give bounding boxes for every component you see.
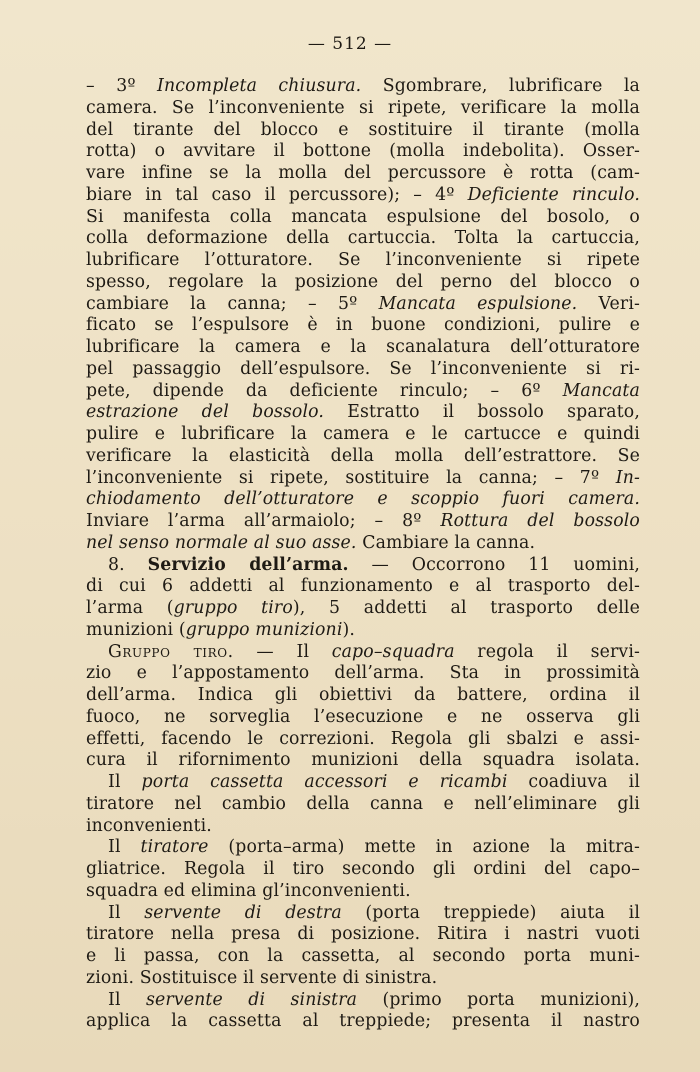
- text-run: pete, dipende da deficiente rinculo; – 6º: [86, 380, 563, 401]
- italic-run: servente di sinistra: [146, 989, 358, 1010]
- text-line: [86, 511, 640, 533]
- text-line: [86, 685, 640, 707]
- text-run: dell’arma. Indica gli obiettivi da battere, ordina il: [86, 685, 640, 705]
- text-run: l’arma (: [86, 598, 174, 618]
- text-run: coadiuva il: [507, 772, 640, 792]
- italic-run: gruppo tiro: [173, 598, 293, 618]
- italic-run: chiodamento dell’otturatore e scoppio fuori camera.: [86, 489, 640, 510]
- italic-run: gruppo munizioni: [185, 619, 343, 640]
- text-run: (porta–arma) mette in azione la mitra-: [208, 837, 640, 858]
- text-run: Cambiare la canna.: [356, 532, 536, 553]
- text-line: [86, 859, 640, 881]
- text-run: Sgombrare, lubrificare la: [361, 76, 640, 96]
- text-run: l’inconveniente si ripete, sostituire la canna; – 7º: [86, 467, 616, 488]
- text-line: [86, 903, 640, 925]
- text-run: del tirante del blocco e sostituire il tirante (molla: [86, 119, 640, 140]
- text-run: pulire e lubrificare la camera e le cartucce e quindi: [86, 424, 640, 444]
- text-run: gliatrice. Regola il tiro secondo gli ordini del capo–: [86, 859, 640, 879]
- text-run: munizioni (: [86, 619, 186, 640]
- text-run: zio e l’appostamento dell’arma. Sta in prossimità: [86, 663, 640, 684]
- text-run: lubrificare l’otturatore. Se l’inconveniente si ripete: [86, 250, 640, 270]
- italic-run: capo–squadra: [331, 641, 455, 662]
- text-run: Il: [108, 772, 142, 792]
- text-line: [86, 250, 640, 272]
- italic-run: Deficiente rinculo.: [467, 184, 640, 205]
- italic-run: In-: [615, 467, 640, 488]
- text-line: [86, 337, 640, 359]
- text-line: [86, 598, 640, 620]
- text-run: spesso, regolare la posizione del perno del blocco o: [86, 271, 640, 292]
- text-run: tiratore nella presa di posizione. Ritira i nastri vuoti: [86, 924, 640, 945]
- text-run: tiratore nel cambio della canna e nell’eliminare gli: [86, 793, 640, 814]
- text-run: biare in tal caso il percussore); – 4º: [86, 184, 468, 205]
- italic-run: servente di destra: [144, 902, 342, 923]
- text-run: Il: [108, 902, 145, 923]
- text-run: lubrificare la camera e la scanalatura dell’otturatore: [86, 337, 640, 357]
- text-line: [86, 489, 640, 511]
- text-run: ficato se l’espulsore è in buone condizioni, pulire e: [86, 315, 640, 336]
- text-line: [86, 402, 640, 424]
- text-run: verificare la elasticità della molla dell’estrattore. Se: [86, 445, 640, 466]
- text-line: [86, 533, 640, 555]
- text-run: squadra ed elimina gl’inconvenienti.: [86, 880, 411, 901]
- text-line: [86, 294, 640, 316]
- small-caps-heading: Gruppo tiro.: [108, 641, 234, 662]
- text-line: [86, 816, 640, 838]
- text-run: Estratto il bossolo sparato,: [324, 402, 641, 423]
- text-line: [86, 620, 640, 642]
- paragraph-incompleta-chiusura: [86, 76, 640, 555]
- text-run: cura il rifornimento munizioni della squadra isolata.: [86, 750, 640, 771]
- text-run: vare infine se la molla del percussore è rotta (cam-: [86, 163, 640, 183]
- text-run: – 3º: [86, 76, 158, 96]
- text-run: effetti, facendo le correzioni. Regola gli sbalzi e assi-: [86, 728, 640, 749]
- text-run: cambiare la canna; – 5º: [86, 293, 379, 314]
- text-line: [86, 555, 640, 577]
- text-run: fuoco, ne sorveglia l’esecuzione e ne osserva gli: [86, 706, 640, 727]
- italic-run: Mancata: [562, 380, 640, 401]
- body-text: [86, 76, 640, 1033]
- text-line: [86, 750, 640, 772]
- text-run: — Occorrono 11 uomini,: [348, 554, 641, 575]
- bold-heading: Servizio dell’arma.: [147, 554, 349, 575]
- text-run: pel passaggio dell’espulsore. Se l’inconveniente si ri-: [86, 358, 640, 379]
- text-line: [86, 946, 640, 968]
- text-run: Si manifesta colla mancata espulsione del bosolo, o: [86, 206, 640, 227]
- text-line: [86, 468, 640, 490]
- text-run: ).: [342, 619, 356, 640]
- italic-run: estrazione del bossolo.: [86, 402, 325, 423]
- paragraph-servente-sinistra: [86, 990, 640, 1034]
- text-line: [86, 163, 640, 185]
- text-run: zioni. Sostituisce il servente di sinistra.: [86, 967, 438, 988]
- text-line: [86, 968, 640, 990]
- italic-run: tiratore: [140, 837, 209, 858]
- italic-run: nel senso normale al suo asse.: [86, 532, 357, 553]
- italic-run: Rottura del bossolo: [440, 511, 640, 531]
- text-run: Il: [108, 989, 147, 1010]
- italic-run: Incompleta chiusura.: [157, 76, 362, 96]
- text-run: Inviare l’arma all’armaiolo; – 8º: [86, 511, 441, 531]
- text-run: 8.: [108, 554, 148, 575]
- text-line: [86, 990, 640, 1012]
- text-run: colla deformazione della cartuccia. Tolta la cartuccia,: [86, 228, 640, 249]
- text-line: [86, 185, 640, 207]
- text-line: [86, 120, 640, 142]
- text-line: [86, 1011, 640, 1033]
- text-line: [86, 141, 640, 163]
- text-run: di cui 6 addetti al funzionamento e al trasporto del-: [86, 576, 640, 597]
- text-run: applica la cassetta al treppiede; presenta il nastro: [86, 1011, 640, 1032]
- text-line: [86, 707, 640, 729]
- text-line: [86, 424, 640, 446]
- page-number: — 512 —: [307, 34, 393, 54]
- paragraph-gruppo-tiro: [86, 642, 640, 773]
- text-line: [86, 381, 640, 403]
- text-line: [86, 576, 640, 598]
- italic-run: Mancata espulsione.: [378, 293, 578, 314]
- text-run: e li passa, con la cassetta, al secondo porta muni-: [86, 946, 640, 966]
- italic-run: porta cassetta accessori e ricambi: [141, 772, 508, 792]
- text-run: (primo porta munizioni),: [357, 989, 641, 1010]
- text-line: [86, 228, 640, 250]
- paragraph-tiratore: [86, 837, 640, 902]
- text-line: [86, 98, 640, 120]
- text-line: [86, 794, 640, 816]
- text-line: [86, 663, 640, 685]
- text-run: rotta) o avvitare il bottone (molla indebolita). Osser-: [86, 141, 640, 162]
- text-line: [86, 207, 640, 229]
- text-run: regola il servi-: [454, 641, 641, 662]
- text-line: [86, 772, 640, 794]
- text-line: [86, 837, 640, 859]
- text-line: [86, 446, 640, 468]
- text-run: Veri-: [577, 293, 640, 314]
- text-line: [86, 642, 640, 664]
- text-run: Il: [108, 837, 141, 858]
- text-run: ), 5 addetti al trasporto delle: [292, 598, 640, 618]
- text-line: [86, 729, 640, 751]
- text-line: [86, 924, 640, 946]
- text-line: [86, 272, 640, 294]
- text-run: — Il: [233, 641, 332, 662]
- text-line: [86, 359, 640, 381]
- text-run: (porta treppiede) aiuta il: [341, 902, 641, 923]
- text-line: [86, 315, 640, 337]
- paragraph-porta-cassetta: [86, 772, 640, 837]
- text-line: [86, 881, 640, 903]
- paragraph-servente-destra: [86, 903, 640, 990]
- paragraph-servizio-arma: [86, 555, 640, 642]
- text-run: inconvenienti.: [86, 815, 212, 836]
- text-run: camera. Se l’inconveniente si ripete, verificare la molla: [86, 97, 640, 118]
- text-line: [86, 76, 640, 98]
